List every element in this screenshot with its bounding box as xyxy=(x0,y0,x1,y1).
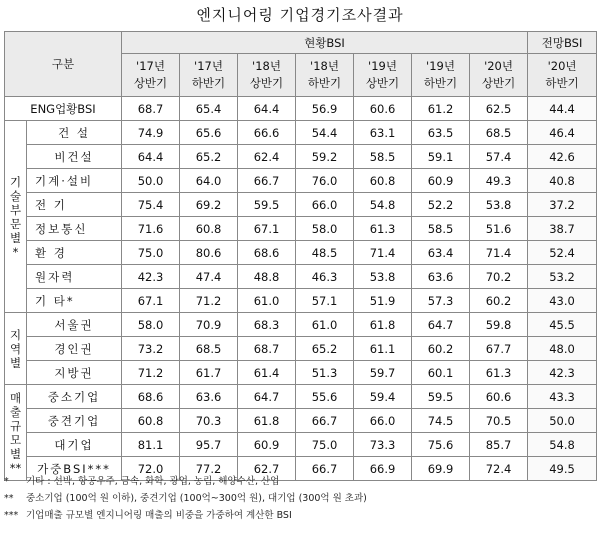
value-cell: 68.7 xyxy=(238,337,296,361)
table-header xyxy=(5,32,597,97)
value-cell: 68.5 xyxy=(470,121,528,145)
value-cell: 46.3 xyxy=(296,265,354,289)
value-cell: 59.5 xyxy=(412,385,470,409)
row-label: 중소기업 xyxy=(27,385,122,409)
table-row xyxy=(5,409,597,433)
group-label xyxy=(5,313,27,385)
table-row xyxy=(5,193,597,217)
value-cell: 59.7 xyxy=(354,361,412,385)
value-cell: 68.7 xyxy=(122,97,180,121)
forecast-value-cell: 48.0 xyxy=(528,337,597,361)
value-cell: 60.9 xyxy=(412,169,470,193)
value-cell: 63.4 xyxy=(412,241,470,265)
period-half: 상반기 xyxy=(133,76,168,90)
value-cell: 61.3 xyxy=(470,361,528,385)
value-cell: 53.8 xyxy=(354,265,412,289)
period-half: 상반기 xyxy=(365,76,400,90)
period-half: 하반기 xyxy=(423,76,458,90)
value-cell: 61.7 xyxy=(180,361,238,385)
value-cell: 58.5 xyxy=(354,145,412,169)
value-cell: 58.0 xyxy=(296,217,354,241)
value-cell: 73.2 xyxy=(122,337,180,361)
footnote-mark: *** xyxy=(4,510,19,521)
value-cell: 75.0 xyxy=(296,433,354,457)
value-cell: 70.5 xyxy=(470,409,528,433)
period-year: '18년 xyxy=(252,59,281,73)
footnote xyxy=(4,473,596,490)
value-cell: 64.7 xyxy=(412,313,470,337)
value-cell: 49.3 xyxy=(470,169,528,193)
value-cell: 81.1 xyxy=(122,433,180,457)
group-label-char: 부 xyxy=(9,202,22,217)
forecast-value-cell: 43.3 xyxy=(528,385,597,409)
value-cell: 59.1 xyxy=(412,145,470,169)
group-label-char: * xyxy=(12,244,19,259)
footnote xyxy=(4,490,596,507)
footnote-text: 기업매출 규모별 엔지니어링 매출의 비중을 가중하여 계산한 BSI xyxy=(26,510,292,521)
group-label-char: 모 xyxy=(9,432,22,447)
group-label-char: 역 xyxy=(9,341,22,356)
table-body xyxy=(5,97,597,481)
table-row xyxy=(5,313,597,337)
group-label xyxy=(5,121,27,313)
value-cell: 70.9 xyxy=(180,313,238,337)
value-cell: 57.4 xyxy=(470,145,528,169)
value-cell: 65.2 xyxy=(296,337,354,361)
value-cell: 60.9 xyxy=(238,433,296,457)
row-label: 기계·설비 xyxy=(27,169,122,193)
value-cell: 64.7 xyxy=(238,385,296,409)
period-year: '19년 xyxy=(368,59,397,73)
period-year: '20년 xyxy=(484,59,513,73)
value-cell: 62.4 xyxy=(238,145,296,169)
footnote-mark: * xyxy=(4,476,9,487)
value-cell: 60.2 xyxy=(412,337,470,361)
period-year: '17년 xyxy=(194,59,223,73)
value-cell: 59.4 xyxy=(354,385,412,409)
overall-row xyxy=(5,97,597,121)
value-cell: 70.2 xyxy=(470,265,528,289)
value-cell: 61.1 xyxy=(354,337,412,361)
forecast-value-cell: 40.8 xyxy=(528,169,597,193)
value-cell: 68.6 xyxy=(238,241,296,265)
value-cell: 69.2 xyxy=(180,193,238,217)
period-header xyxy=(180,54,238,97)
value-cell: 61.3 xyxy=(354,217,412,241)
value-cell: 51.6 xyxy=(470,217,528,241)
value-cell: 75.0 xyxy=(122,241,180,265)
footnote-text: 중소기업 (100억 원 이하), 중견기업 (100억~300억 원), 대기업 (300억 원 초과) xyxy=(26,493,367,504)
group-label-char: 지 xyxy=(9,327,22,342)
group-label-char: ** xyxy=(9,460,22,475)
row-label: ENG업황BSI xyxy=(5,97,122,121)
value-cell: 66.7 xyxy=(238,169,296,193)
value-cell: 61.0 xyxy=(296,313,354,337)
value-cell: 72.4 xyxy=(470,457,528,481)
table-row xyxy=(5,145,597,169)
table-row xyxy=(5,169,597,193)
group-label-char: 기 xyxy=(9,174,22,189)
value-cell: 63.1 xyxy=(354,121,412,145)
period-year: '17년 xyxy=(136,59,165,73)
value-cell: 60.8 xyxy=(354,169,412,193)
forecast-value-cell: 42.3 xyxy=(528,361,597,385)
forecast-value-cell: 54.8 xyxy=(528,433,597,457)
table-row xyxy=(5,433,597,457)
value-cell: 68.5 xyxy=(180,337,238,361)
value-cell: 66.7 xyxy=(296,457,354,481)
value-cell: 58.5 xyxy=(412,217,470,241)
value-cell: 74.5 xyxy=(412,409,470,433)
value-cell: 66.7 xyxy=(296,409,354,433)
group-label-char: 규 xyxy=(9,418,22,433)
value-cell: 51.9 xyxy=(354,289,412,313)
value-cell: 61.0 xyxy=(238,289,296,313)
period-year: '20년 xyxy=(547,59,577,73)
value-cell: 65.4 xyxy=(180,97,238,121)
period-header xyxy=(412,54,470,97)
value-cell: 67.7 xyxy=(470,337,528,361)
period-header xyxy=(354,54,412,97)
period-year: '18년 xyxy=(310,59,339,73)
value-cell: 66.6 xyxy=(238,121,296,145)
row-label: 환 경 xyxy=(27,241,122,265)
value-cell: 80.6 xyxy=(180,241,238,265)
row-label: 정보통신 xyxy=(27,217,122,241)
row-label: 전 기 xyxy=(27,193,122,217)
table-row xyxy=(5,241,597,265)
table-row xyxy=(5,121,597,145)
group-label-char: 문 xyxy=(9,216,22,231)
forecast-value-cell: 42.6 xyxy=(528,145,597,169)
value-cell: 48.8 xyxy=(238,265,296,289)
row-label: 지방권 xyxy=(27,361,122,385)
value-cell: 57.3 xyxy=(412,289,470,313)
forecast-value-cell: 43.0 xyxy=(528,289,597,313)
group-label xyxy=(5,385,27,481)
value-cell: 68.6 xyxy=(122,385,180,409)
value-cell: 42.3 xyxy=(122,265,180,289)
period-half: 상반기 xyxy=(249,76,284,90)
category-header: 구분 xyxy=(5,32,122,97)
period-year: '19년 xyxy=(426,59,455,73)
footnotes xyxy=(4,473,596,524)
value-cell: 60.2 xyxy=(470,289,528,313)
value-cell: 71.6 xyxy=(122,217,180,241)
value-cell: 61.4 xyxy=(238,361,296,385)
value-cell: 57.1 xyxy=(296,289,354,313)
value-cell: 54.4 xyxy=(296,121,354,145)
value-cell: 54.8 xyxy=(354,193,412,217)
row-label: 기 타* xyxy=(27,289,122,313)
footnote-mark: ** xyxy=(4,493,14,504)
period-header xyxy=(238,54,296,97)
group-label-char: 출 xyxy=(9,404,22,419)
value-cell: 66.0 xyxy=(354,409,412,433)
value-cell: 71.4 xyxy=(354,241,412,265)
group-label-char: 별 xyxy=(9,355,22,370)
group-label-char: 별 xyxy=(9,446,22,461)
value-cell: 47.4 xyxy=(180,265,238,289)
value-cell: 67.1 xyxy=(238,217,296,241)
value-cell: 77.2 xyxy=(180,457,238,481)
row-label: 비건설 xyxy=(27,145,122,169)
value-cell: 63.6 xyxy=(180,385,238,409)
group-label-char: 매 xyxy=(9,390,22,405)
forecast-value-cell: 45.5 xyxy=(528,313,597,337)
value-cell: 75.6 xyxy=(412,433,470,457)
forecast-value-cell: 50.0 xyxy=(528,409,597,433)
value-cell: 61.8 xyxy=(238,409,296,433)
value-cell: 71.4 xyxy=(470,241,528,265)
value-cell: 61.8 xyxy=(354,313,412,337)
period-header xyxy=(122,54,180,97)
forecast-value-cell: 49.5 xyxy=(528,457,597,481)
value-cell: 85.7 xyxy=(470,433,528,457)
value-cell: 75.4 xyxy=(122,193,180,217)
footnote-text: 기타 : 선박, 항공우주, 금속, 화학, 광업, 농림, 해양수산, 산업 xyxy=(26,476,280,487)
value-cell: 71.2 xyxy=(122,361,180,385)
page-title: 엔지니어링 기업경기조사결과 xyxy=(196,6,404,24)
value-cell: 65.6 xyxy=(180,121,238,145)
value-cell: 51.3 xyxy=(296,361,354,385)
value-cell: 67.1 xyxy=(122,289,180,313)
forecast-value-cell: 44.4 xyxy=(528,97,597,121)
value-cell: 63.5 xyxy=(412,121,470,145)
value-cell: 60.8 xyxy=(122,409,180,433)
value-cell: 58.0 xyxy=(122,313,180,337)
value-cell: 62.7 xyxy=(238,457,296,481)
value-cell: 53.8 xyxy=(470,193,528,217)
period-half: 하반기 xyxy=(191,76,226,90)
value-cell: 64.0 xyxy=(180,169,238,193)
bsi-table xyxy=(4,31,597,481)
table-row xyxy=(5,385,597,409)
table-row xyxy=(5,217,597,241)
value-cell: 59.5 xyxy=(238,193,296,217)
table-row xyxy=(5,289,597,313)
period-header xyxy=(296,54,354,97)
table-row xyxy=(5,265,597,289)
forecast-value-cell: 52.4 xyxy=(528,241,597,265)
value-cell: 71.2 xyxy=(180,289,238,313)
value-cell: 64.4 xyxy=(238,97,296,121)
row-label: 서울권 xyxy=(27,313,122,337)
value-cell: 95.7 xyxy=(180,433,238,457)
value-cell: 65.2 xyxy=(180,145,238,169)
group-label-char: 별 xyxy=(9,230,22,245)
value-cell: 66.9 xyxy=(354,457,412,481)
period-half: 상반기 xyxy=(481,76,516,90)
current-bsi-header: 현황BSI xyxy=(122,32,528,54)
value-cell: 60.8 xyxy=(180,217,238,241)
value-cell: 55.6 xyxy=(296,385,354,409)
value-cell: 69.9 xyxy=(412,457,470,481)
row-label: 원자력 xyxy=(27,265,122,289)
row-label: 건 설 xyxy=(27,121,122,145)
value-cell: 73.3 xyxy=(354,433,412,457)
footnote xyxy=(4,507,596,524)
period-half: 하반기 xyxy=(307,76,342,90)
forecast-value-cell: 38.7 xyxy=(528,217,597,241)
row-label: 경인권 xyxy=(27,337,122,361)
row-label: 중견기업 xyxy=(27,409,122,433)
value-cell: 48.5 xyxy=(296,241,354,265)
value-cell: 62.5 xyxy=(470,97,528,121)
value-cell: 52.2 xyxy=(412,193,470,217)
forecast-value-cell: 46.4 xyxy=(528,121,597,145)
value-cell: 63.6 xyxy=(412,265,470,289)
value-cell: 68.3 xyxy=(238,313,296,337)
value-cell: 61.2 xyxy=(412,97,470,121)
forecast-bsi-header: 전망BSI xyxy=(528,32,597,54)
value-cell: 74.9 xyxy=(122,121,180,145)
period-half: 하반기 xyxy=(545,76,579,90)
value-cell: 56.9 xyxy=(296,97,354,121)
forecast-value-cell: 53.2 xyxy=(528,265,597,289)
value-cell: 60.1 xyxy=(412,361,470,385)
value-cell: 66.0 xyxy=(296,193,354,217)
forecast-value-cell: 37.2 xyxy=(528,193,597,217)
forecast-period-header xyxy=(528,54,597,97)
period-header xyxy=(470,54,528,97)
value-cell: 72.0 xyxy=(122,457,180,481)
group-label-char: 술 xyxy=(9,188,22,203)
value-cell: 64.4 xyxy=(122,145,180,169)
value-cell: 76.0 xyxy=(296,169,354,193)
table-row xyxy=(5,337,597,361)
row-label: 대기업 xyxy=(27,433,122,457)
value-cell: 60.6 xyxy=(354,97,412,121)
value-cell: 59.2 xyxy=(296,145,354,169)
row-label: 가중BSI*** xyxy=(27,457,122,481)
value-cell: 59.8 xyxy=(470,313,528,337)
value-cell: 70.3 xyxy=(180,409,238,433)
table-row xyxy=(5,361,597,385)
value-cell: 50.0 xyxy=(122,169,180,193)
value-cell: 60.6 xyxy=(470,385,528,409)
